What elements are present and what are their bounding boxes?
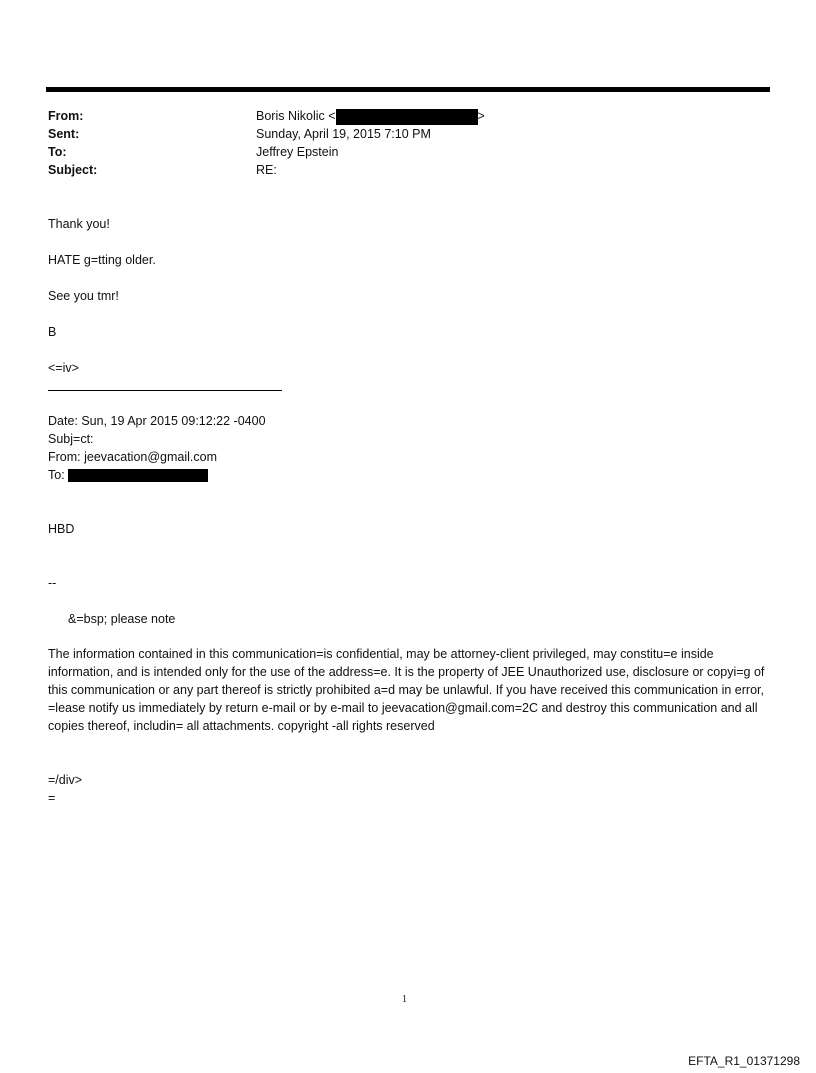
quoted-to-label: To: [48,468,65,482]
sent-value: Sunday, April 19, 2015 7:10 PM [256,127,431,141]
quoted-note: &=bsp; please note [68,612,176,626]
from-bracket: > [477,109,485,123]
quote-separator [48,390,282,391]
from-label: From: [48,109,84,123]
body-line: Thank you! [48,217,110,231]
closing-eq: = [48,791,56,805]
redaction-box [336,109,478,125]
sent-label: Sent: [48,127,80,141]
page-number: 1 [402,994,407,1005]
subject-label: Subject: [48,163,98,177]
document-id: EFTA_R1_01371298 [688,1054,800,1068]
body-signature: B [48,325,57,339]
body-line: See you tmr! [48,289,119,303]
to-label: To: [48,145,67,159]
disclaimer-text: The information contained in this communication=is confidential, may be attorney-client privileged, may constitu=e inside information, and is intended only for the use of the address=e. It is the property of JEE Unauthorized use, disclosure or copyi=g of this communication or any part thereof is strictly prohibited a=d may be unlawful. If you have received this communication in error, =lease notify us immediately by return e-mail or by e-mail to jeevacation@gmail.com=2C and destroy this communication and all copies thereof, includin= all attachments. copyright -all rights reserved [48,647,765,733]
quoted-date: Date: Sun, 19 Apr 2015 09:12:22 -0400 [48,414,266,428]
redaction-box [68,469,208,482]
quoted-to [48,466,208,484]
quoted-message: HBD [48,522,75,536]
to-value: Jeffrey Epstein [256,145,339,159]
subject-value: RE: [256,163,277,177]
body-line: HATE g=tting older. [48,253,156,267]
closing-div: =/div> [48,773,83,787]
quoted-subject: Subj=ct: [48,432,94,446]
from-value [256,107,485,125]
body-line: <=iv> [48,361,79,375]
quoted-from: From: jeevacation@gmail.com [48,450,217,464]
header-rule [46,87,770,92]
signature-dash: -- [48,576,57,590]
from-name: Boris Nikolic < [256,109,336,123]
